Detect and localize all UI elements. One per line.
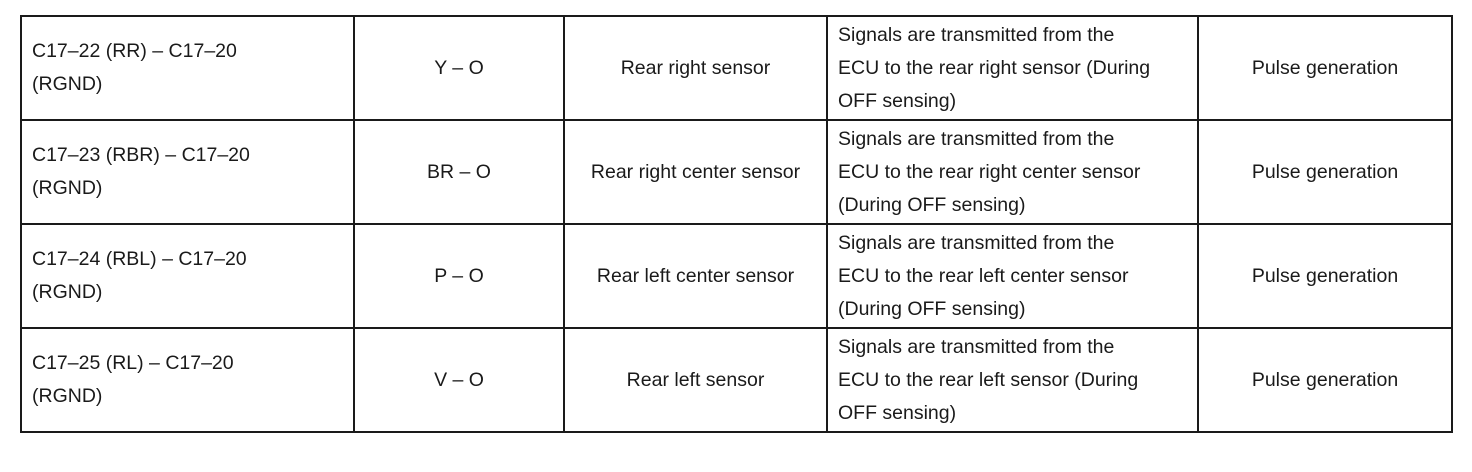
condition-line: Signals are transmitted from the xyxy=(838,231,1115,254)
table-row xyxy=(21,224,1452,328)
terminal-spec-table xyxy=(20,15,1453,433)
condition-line: Signals are transmitted from the xyxy=(838,23,1115,46)
condition-line: ECU to the rear left sensor (During xyxy=(838,368,1139,391)
terminal-no-line: (RGND) xyxy=(32,177,103,199)
terminal-no-cell xyxy=(21,16,354,120)
terminal-spec-table-container xyxy=(20,15,1453,433)
condition-cell xyxy=(827,16,1198,120)
condition-cell xyxy=(827,328,1198,432)
condition-line: (During OFF sensing) xyxy=(838,193,1026,216)
condition-line: OFF sensing) xyxy=(838,89,957,112)
condition-line: ECU to the rear left center sensor xyxy=(838,264,1129,287)
table-row xyxy=(21,328,1452,432)
condition-line: ECU to the rear right sensor (During xyxy=(838,56,1151,79)
terminal-no-line: (RGND) xyxy=(32,73,103,95)
terminal-description-cell: Rear right center sensor xyxy=(564,120,827,224)
terminal-no-line: (RGND) xyxy=(32,281,103,303)
terminal-description-cell: Rear left center sensor xyxy=(564,224,827,328)
specified-condition-cell: Pulse generation xyxy=(1198,120,1452,224)
terminal-no-line: C17–22 (RR) – C17–20 xyxy=(32,40,237,62)
condition-line: OFF sensing) xyxy=(838,401,957,424)
terminal-no-cell xyxy=(21,120,354,224)
condition-line: (During OFF sensing) xyxy=(838,297,1026,320)
terminal-no-cell xyxy=(21,224,354,328)
specified-condition-cell: Pulse generation xyxy=(1198,224,1452,328)
terminal-no-line: C17–25 (RL) – C17–20 xyxy=(32,352,234,374)
terminal-description-cell: Rear left sensor xyxy=(564,328,827,432)
terminal-no-line: C17–24 (RBL) – C17–20 xyxy=(32,248,247,270)
condition-line: Signals are transmitted from the xyxy=(838,335,1115,358)
condition-line: Signals are transmitted from the xyxy=(838,127,1115,150)
specified-condition-cell: Pulse generation xyxy=(1198,328,1452,432)
specified-condition-cell: Pulse generation xyxy=(1198,16,1452,120)
wiring-color-cell: Y – O xyxy=(354,16,564,120)
terminal-description-cell: Rear right sensor xyxy=(564,16,827,120)
terminal-no-line: C17–23 (RBR) – C17–20 xyxy=(32,144,250,166)
table-row xyxy=(21,120,1452,224)
terminal-no-line: (RGND) xyxy=(32,385,103,407)
wiring-color-cell: V – O xyxy=(354,328,564,432)
table-row xyxy=(21,16,1452,120)
wiring-color-cell: BR – O xyxy=(354,120,564,224)
condition-line: ECU to the rear right center sensor xyxy=(838,160,1141,183)
condition-cell xyxy=(827,120,1198,224)
wiring-color-cell: P – O xyxy=(354,224,564,328)
condition-cell xyxy=(827,224,1198,328)
terminal-no-cell xyxy=(21,328,354,432)
